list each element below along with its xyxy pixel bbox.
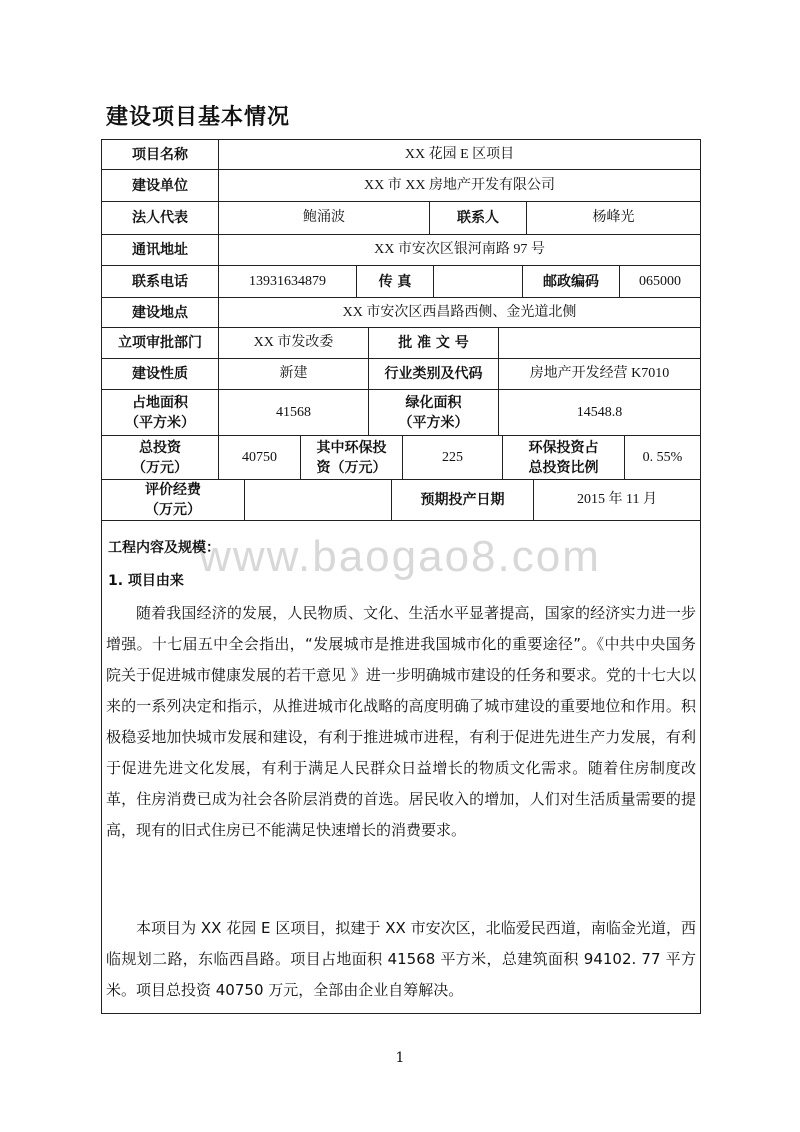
phone-label: 联系电话 (102, 266, 219, 298)
date-value: 2015 年 11 月 (534, 480, 700, 521)
investment-label (102, 436, 219, 480)
fee-label (102, 480, 245, 521)
builder-value: XX 市 XX 房地产开发有限公司 (219, 170, 700, 202)
address-label: 通讯地址 (102, 235, 219, 266)
env-label-line1: 其中环保投 (316, 439, 387, 456)
green-label-line2: （平方米） (398, 414, 469, 431)
nature-value: 新建 (219, 359, 369, 390)
approval-label: 立项审批部门 (102, 328, 219, 359)
legal-rep-label: 法人代表 (102, 202, 219, 235)
env-ratio-label (503, 436, 625, 480)
fax-label: 传 真 (357, 266, 434, 298)
env-label-line2: 资（万元） (316, 459, 387, 476)
green-area-value: 14548.8 (499, 390, 700, 436)
fee-label-line1: 评价经费 (145, 482, 201, 498)
project-name-label: 项目名称 (102, 140, 219, 170)
investment-value: 40750 (219, 436, 301, 480)
investment-label-line1: 总投资 (139, 439, 181, 456)
green-label-line1: 绿化面积 (405, 394, 462, 411)
fee-value (245, 480, 392, 521)
page-title: 建设项目基本情况 (106, 105, 291, 130)
ratio-label-line2: 总投资比例 (528, 459, 599, 476)
env-investment-value: 225 (403, 436, 503, 480)
green-area-label (369, 390, 499, 436)
approval-doc-value (499, 328, 700, 359)
area-label (102, 390, 219, 436)
industry-label: 行业类别及代码 (369, 359, 499, 390)
approval-doc-label: 批 准 文 号 (369, 328, 499, 359)
page-number: 1 (395, 1050, 405, 1066)
address-value: XX 市安次区银河南路 97 号 (219, 235, 700, 266)
postal-value: 065000 (620, 266, 700, 298)
fee-label-line2: （万元） (145, 502, 201, 518)
investment-label-line2: （万元） (132, 459, 188, 476)
content-heading: 工程内容及规模： (108, 540, 220, 556)
contact-value: 杨峰光 (527, 202, 700, 235)
legal-rep-value: 鲍涌波 (219, 202, 430, 235)
fax-value (434, 266, 523, 298)
section-1-heading: 1. 项目由来 (108, 573, 184, 589)
paragraph-2: 本项目为 XX 花园 E 区项目，拟建于 XX 市安次区，北临爱民西道，南临金光道，西临规划二路，东临西昌路。项目占地面积 41568 平方米，总建筑面积 94102. 77 平方米。项目总投资 40750 万元，全部由企业自筹解决。 (106, 919, 696, 999)
project-name-value: XX 花园 E 区项目 (219, 140, 700, 170)
env-ratio-value: 0. 55% (625, 436, 700, 480)
env-investment-label (301, 436, 403, 480)
watermark: www.baogao8.com (199, 532, 601, 581)
postal-label: 邮政编码 (523, 266, 620, 298)
location-label: 建设地点 (102, 298, 219, 328)
date-label: 预期投产日期 (392, 480, 534, 521)
industry-value: 房地产开发经营 K7010 (499, 359, 700, 390)
phone-value: 13931634879 (219, 266, 357, 298)
approval-value: XX 市发改委 (219, 328, 369, 359)
nature-label: 建设性质 (102, 359, 219, 390)
location-value: XX 市安次区西昌路西侧、金光道北侧 (219, 298, 700, 328)
area-value: 41568 (219, 390, 369, 436)
paragraph-1: 随着我国经济的发展，人民物质、文化、生活水平显著提高，国家的经济实力进一步增强。十七届五中全会指出，“发展城市是推进我国城市化的重要途径”。《中共中央国务院关于促进城市健康发展的若干意见 》进一步明确城市建设的任务和要求。党的十七大以来的一系列决定和指示，从推进城市化战略的高度明确了城市建设的重要地位和作用。积极稳妥地加快城市发展和建设，有利于推进城市进程，有利于促进先进生产力发展，有利于促进先进文化发展，有利于满足人民群众日益增长的物质文化需求。随着住房制度改革，住房消费已成为社会各阶层消费的首选。居民收入的增加，人们对生活质量需要的提高，现有的旧式住房已不能满足快速增长的消费要求。 (106, 604, 696, 839)
contact-label: 联系人 (430, 202, 527, 235)
area-label-line1: 占地面积 (132, 394, 188, 411)
ratio-label-line1: 环保投资占 (528, 439, 599, 456)
area-label-line2: （平方米） (125, 414, 195, 431)
builder-label: 建设单位 (102, 170, 219, 202)
